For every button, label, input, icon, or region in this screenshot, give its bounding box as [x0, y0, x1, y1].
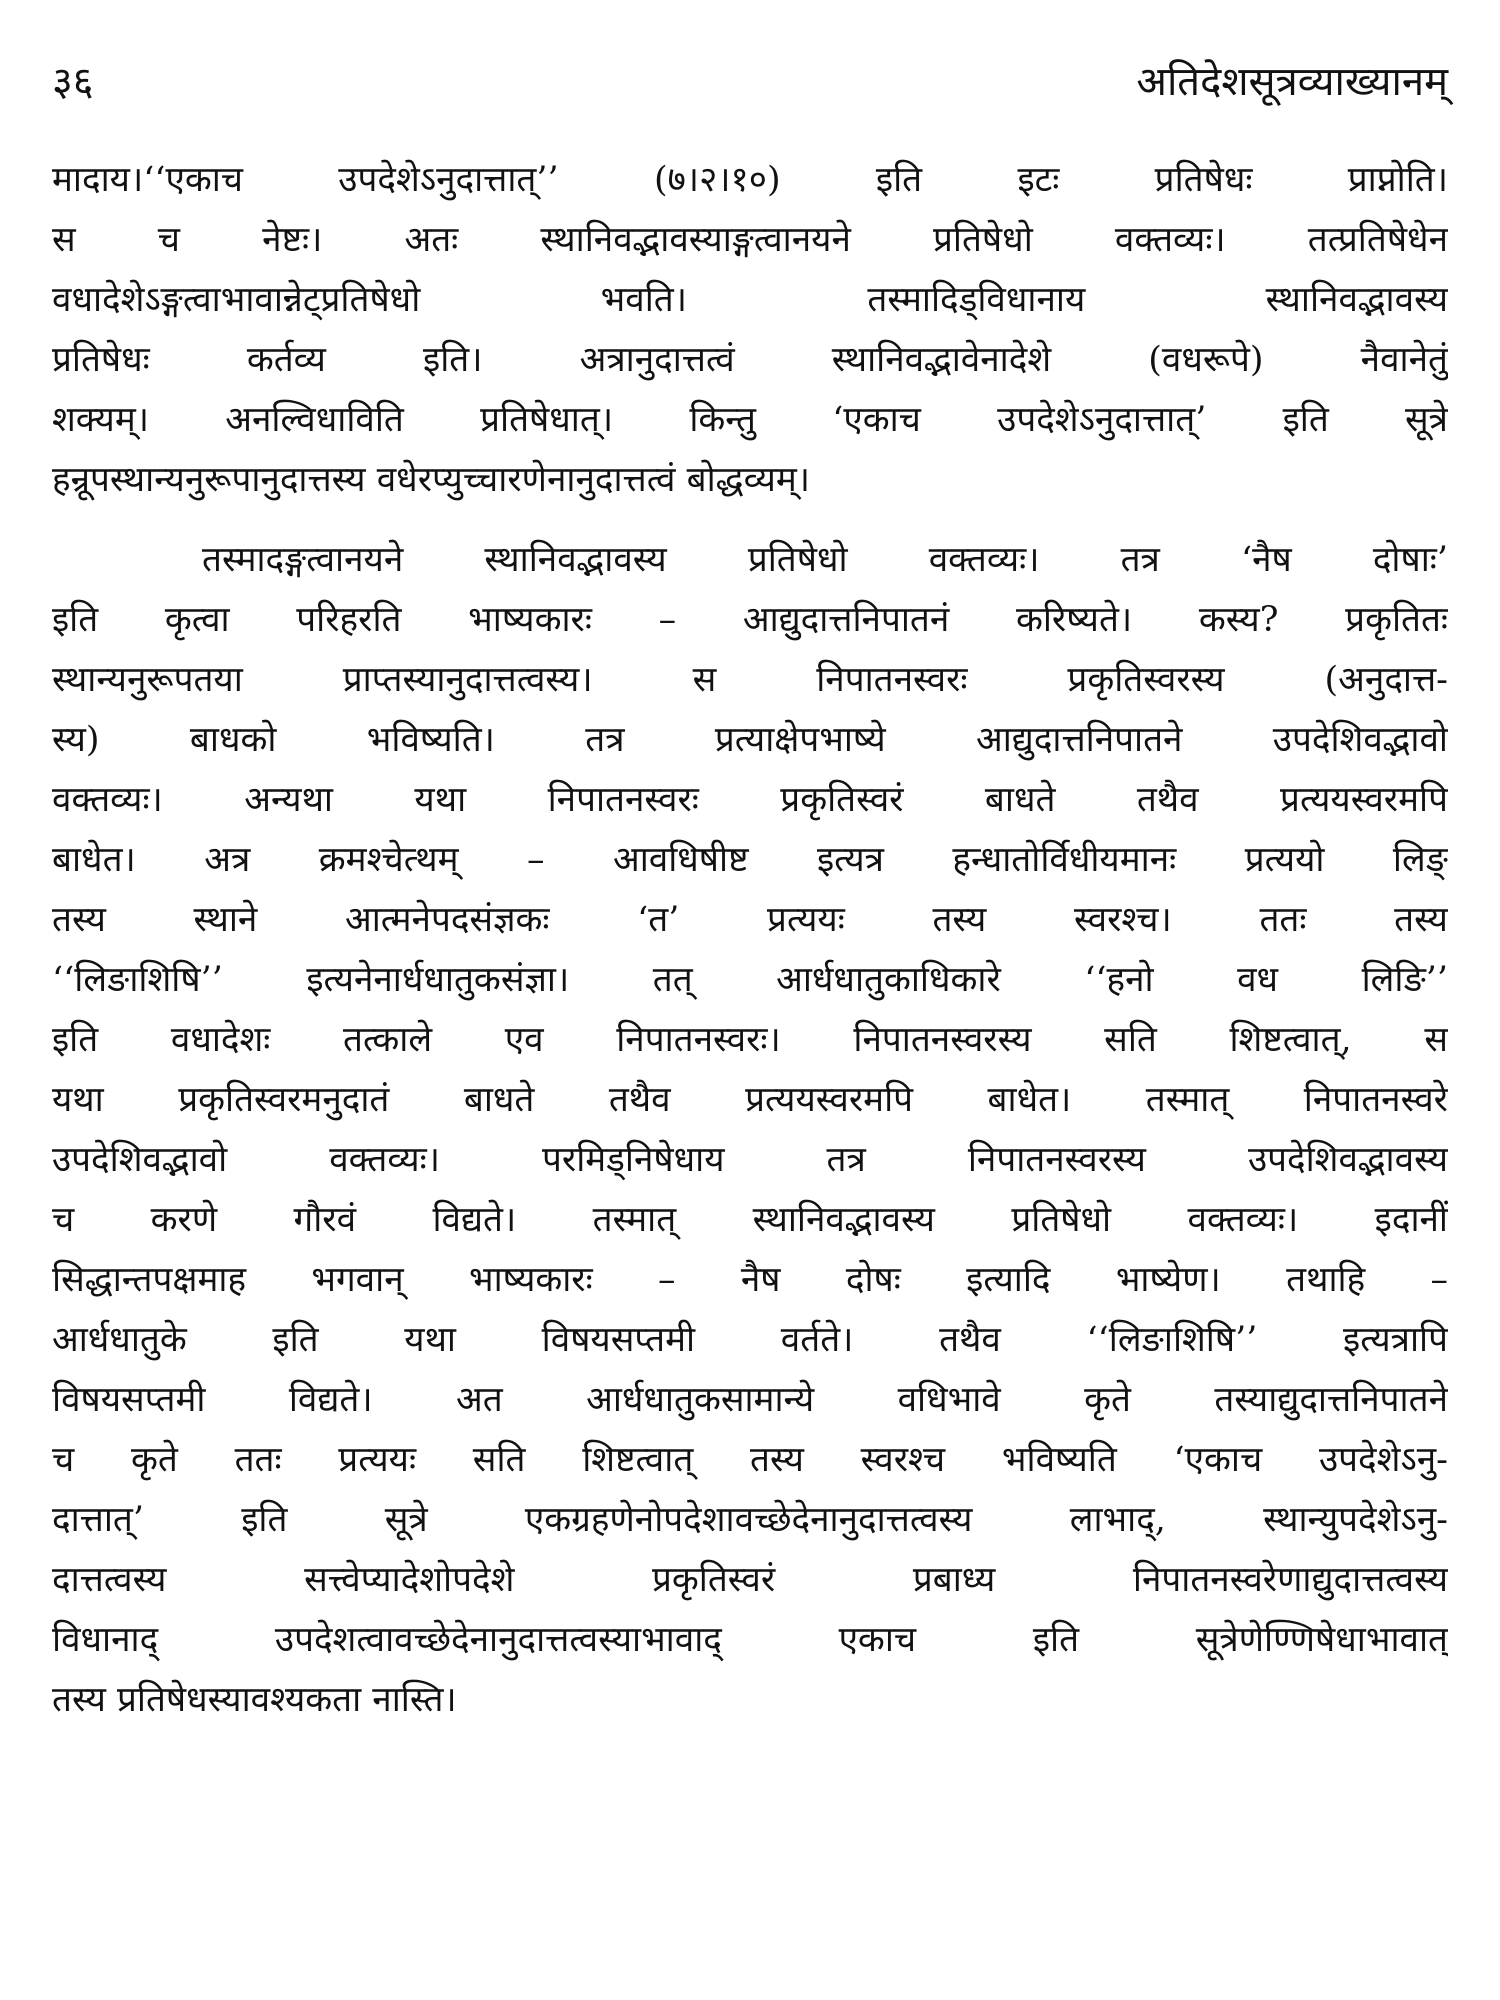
text-line: तस्मादङ्गत्वानयने स्थानिवद्भावस्य प्रतिषेधो वक्तव्यः। तत्र ‘नैष दोषाः’	[202, 540, 1448, 580]
paragraph-1	[52, 150, 1448, 510]
text-line: वक्तव्यः। अन्यथा यथा निपातनस्वरः प्रकृतिस्वरं बाधते तथैव प्रत्ययस्वरमपि	[52, 780, 1448, 820]
page-header	[52, 52, 1448, 112]
text-line: प्रतिषेधः कर्तव्य इति। अत्रानुदात्तत्वं स्थानिवद्भावेनादेशे (वधरूपे) नैवानेतुं	[52, 340, 1448, 380]
text-line: दात्तात्’ इति सूत्रे एकग्रहणेनोपदेशावच्छेदेनानुदात्तत्वस्य लाभाद्, स्थान्युपदेशेऽनु-	[52, 1500, 1448, 1540]
text-line: स्थान्यनुरूपतया प्राप्तस्यानुदात्तत्वस्य। स निपातनस्वरः प्रकृतिस्वरस्य (अनुदात्त-	[52, 660, 1448, 700]
text-line: आर्धधातुके इति यथा विषयसप्तमी वर्तते। तथैव ‘‘लिङाशिषि’’ इत्यत्रापि	[52, 1320, 1448, 1360]
text-line: शक्यम्। अनल्विधाविति प्रतिषेधात्। किन्तु ‘एकाच उपदेशेऽनुदात्तात्’ इति सूत्रे	[52, 400, 1448, 440]
text-line: हन्रूपस्थान्यनुरूपानुदात्तस्य वधेरप्युच्चारणेनानुदात्तत्वं बोद्धव्यम्।	[52, 460, 811, 500]
text-line: तस्य स्थाने आत्मनेपदसंज्ञकः ‘त’ प्रत्ययः तस्य स्वरश्च। ततः तस्य	[52, 900, 1448, 940]
text-line: स च नेष्टः। अतः स्थानिवद्भावस्याङ्गत्वानयने प्रतिषेधो वक्तव्यः। तत्प्रतिषेधेन	[52, 220, 1448, 260]
text-line: तस्य प्रतिषेधस्यावश्यकता नास्ति।	[52, 1680, 457, 1720]
text-line: च कृते ततः प्रत्ययः सति शिष्टत्वात् तस्य स्वरश्च भविष्यति ‘एकाच उपदेशेऽनु-	[52, 1440, 1448, 1480]
text-line: इति वधादेशः तत्काले एव निपातनस्वरः। निपातनस्वरस्य सति शिष्टत्वात्, स	[52, 1020, 1448, 1060]
paragraph-2	[52, 530, 1448, 1730]
text-line: च करणे गौरवं विद्यते। तस्मात् स्थानिवद्भावस्य प्रतिषेधो वक्तव्यः। इदानीं	[52, 1200, 1448, 1240]
text-line: स्य) बाधको भविष्यति। तत्र प्रत्याक्षेपभाष्ये आद्युदात्तनिपातने उपदेशिवद्भावो	[52, 720, 1448, 760]
text-line: विधानाद् उपदेशत्वावच्छेदेनानुदात्तत्वस्याभावाद् एकाच इति सूत्रेणेण्णिषेधाभावात्	[52, 1620, 1448, 1660]
page-number: ३६	[52, 59, 94, 105]
text-line: ‘‘लिङाशिषि’’ इत्यनेनार्धधातुकसंज्ञा। तत् आर्धधातुकाधिकारे ‘‘हनो वध लिङि’’	[52, 960, 1448, 1000]
text-line: विषयसप्तमी विद्यते। अत आर्धधातुकसामान्ये वधिभावे कृते तस्याद्युदात्तनिपातने	[52, 1380, 1448, 1420]
text-line: वधादेशेऽङ्गत्वाभावान्नेट्प्रतिषेधो भवति। तस्मादिड्विधानाय स्थानिवद्भावस्य	[52, 280, 1448, 320]
text-line: बाधेत। अत्र क्रमश्चेत्थम् – आवधिषीष्ट इत्यत्र हन्धातोर्विधीयमानः प्रत्ययो लिङ्	[52, 840, 1448, 880]
text-line: उपदेशिवद्भावो वक्तव्यः। परमिड्निषेधाय तत्र निपातनस्वरस्य उपदेशिवद्भावस्य	[52, 1140, 1448, 1180]
text-line: इति कृत्वा परिहरति भाष्यकारः – आद्युदात्तनिपातनं करिष्यते। कस्य? प्रकृतितः	[52, 600, 1448, 640]
paragraph-gap	[52, 510, 1448, 530]
text-line: सिद्धान्तपक्षमाह भगवान् भाष्यकारः – नैष दोषः इत्यादि भाष्येण। तथाहि –	[52, 1260, 1448, 1300]
running-head: अतिदेशसूत्रव्याख्यानम्	[1136, 59, 1448, 105]
text-line: दात्तत्वस्य सत्त्वेप्यादेशोपदेशे प्रकृतिस्वरं प्रबाध्य निपातनस्वरेणाद्युदात्तत्वस्य	[52, 1560, 1448, 1600]
text-line: मादाय।‘‘एकाच उपदेशेऽनुदात्तात्’’ (७।२।१०) इति इटः प्रतिषेधः प्राप्नोति।	[52, 160, 1448, 200]
body-text	[52, 150, 1448, 1730]
text-line: यथा प्रकृतिस्वरमनुदातं बाधते तथैव प्रत्ययस्वरमपि बाधेत। तस्मात् निपातनस्वरे	[52, 1080, 1448, 1120]
